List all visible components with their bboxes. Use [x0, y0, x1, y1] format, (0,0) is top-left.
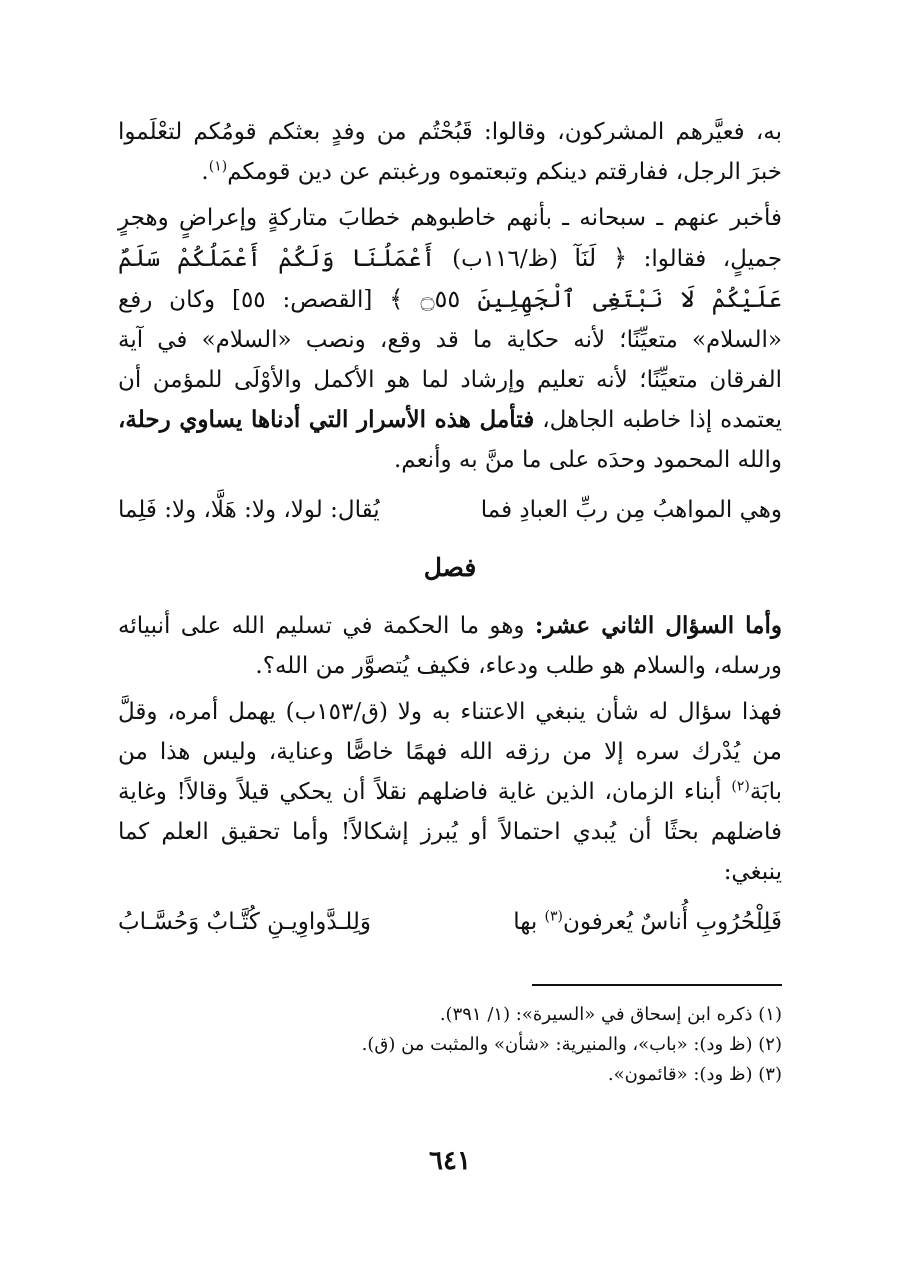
verse-2-hemistich-1-a: فَلِلْحُرُوبِ أُناسٌ يُعرفون	[563, 909, 782, 935]
paragraph-2-text-a: فأخبر عنهم ـ سبحانه ـ بأنهم خاطبوهم خطابَ متاركةٍ وإعراضٍ وهجرٍ جميلٍ، فقالوا:	[118, 205, 783, 272]
footnote-divider	[532, 984, 782, 986]
quran-verse-a: ﴿ لَنَآ	[574, 244, 628, 272]
paragraph-2-text-b: [القصص: ٥٥] وكان رفع «السلام» متعيِّنًا؛ لأنه حكاية ما قد وقع، ونصب «السلام» في آية الفرقان متعيِّنًا؛ لأنه تعليم وإرشاد لما هو الأكمل والأوْلَى للمؤمن أن يعتمده إذا خاطبه الجاهل،	[118, 287, 782, 433]
verse-2-hemistich-2: وَلِلـدَّواوِيـنِ كُتَّـابٌ وَحُسَّـابُ	[118, 909, 371, 935]
footnote-3: (٣) (ظ ود): «قائمون».	[607, 1064, 782, 1085]
verse-2-hemistich-1-b: بها	[513, 909, 538, 935]
footnotes	[118, 1000, 782, 1090]
verse-1-hemistich-2: يُقال: لولا، ولا: هَلَّا، ولا: فَلِما	[118, 497, 380, 523]
paragraph-4-text-b: أبناء الزمان، الذين غاية فاضلهم نقلاً أن يحكي قيلاً وقالاً! وغاية فاضلهم بحثًا أن يُبدي احتمالاً أو يُبرز إشكالاً! وأما تحقيق العلم كما ينبغي:	[118, 779, 782, 885]
page-number: ٦٤١	[429, 1146, 471, 1176]
paragraph-4	[118, 692, 782, 892]
paragraph-1-end: .	[201, 159, 209, 185]
section-heading: فصل	[423, 553, 477, 582]
poetry-verse-2	[118, 902, 782, 942]
paragraph-3	[118, 606, 782, 686]
footnote-2: (٢) (ظ ود): «باب»، والمنيرية: «شأن» والمثبت من (ق).	[361, 1034, 782, 1055]
footnote-ref-1[interactable]: (١)	[208, 158, 228, 175]
paragraph-1-text: به، فعيَّرهم المشركون، وقالوا: قَبُحْتُم من وفدٍ بعثكم قومُكم لتعْلَموا خبرَ الرجل، ففارقتم دينكم وتبعتموه ورغبتم عن دين قومكم	[118, 119, 782, 185]
footnote-ref-3[interactable]: (٣)	[544, 908, 564, 925]
footnote-1: (١) ذكره ابن إسحاق في «السيرة»: (١/ ٣٩١).	[439, 1004, 782, 1025]
verse-1-hemistich-1: وهي المواهبُ مِن ربِّ العبادِ فما	[480, 497, 782, 523]
verse-2-hemistich-1	[513, 902, 782, 942]
paragraph-2-text-c: والله المحمود وحدَه على ما منَّ به وأنعم.	[393, 447, 782, 473]
manuscript-ref: (ظ/١١٦ب)	[452, 246, 558, 272]
footnote-ref-2[interactable]: (٢)	[731, 778, 750, 795]
paragraph-2-bold: فتأمل هذه الأسرار التي أدناها يساوي رحلة،	[118, 406, 535, 433]
paragraph-1	[118, 112, 782, 192]
quran-verse-b: أَعْمَلُنَا وَلَكُمْ أَعْمَلُكُمْ سَلَمٌ عَلَيْكُمْ لَا نَبْتَغِى ٱلْجَهِلِينَ ۝٥٥ ﴾	[118, 244, 782, 313]
paragraph-3-text: وهو ما الحكمة في تسليم الله على أنبيائه ورسله، والسلام هو طلب ودعاء، فكيف يُتصوَّر من الله؟.	[118, 613, 782, 679]
paragraph-4-text-a: فهذا سؤال له شأن ينبغي الاعتناء به ولا (ق/١٥٣ب) يهمل أمره، وقلَّ من يُدْرك سره إلا من رزقه الله فهمًا خاصًّا وعناية، وليس هذا من بابَة	[118, 699, 782, 805]
poetry-verse-1	[118, 490, 782, 530]
question-title: وأما السؤال الثاني عشر:	[534, 612, 782, 639]
page-body	[118, 112, 782, 1090]
paragraph-2	[118, 198, 782, 480]
